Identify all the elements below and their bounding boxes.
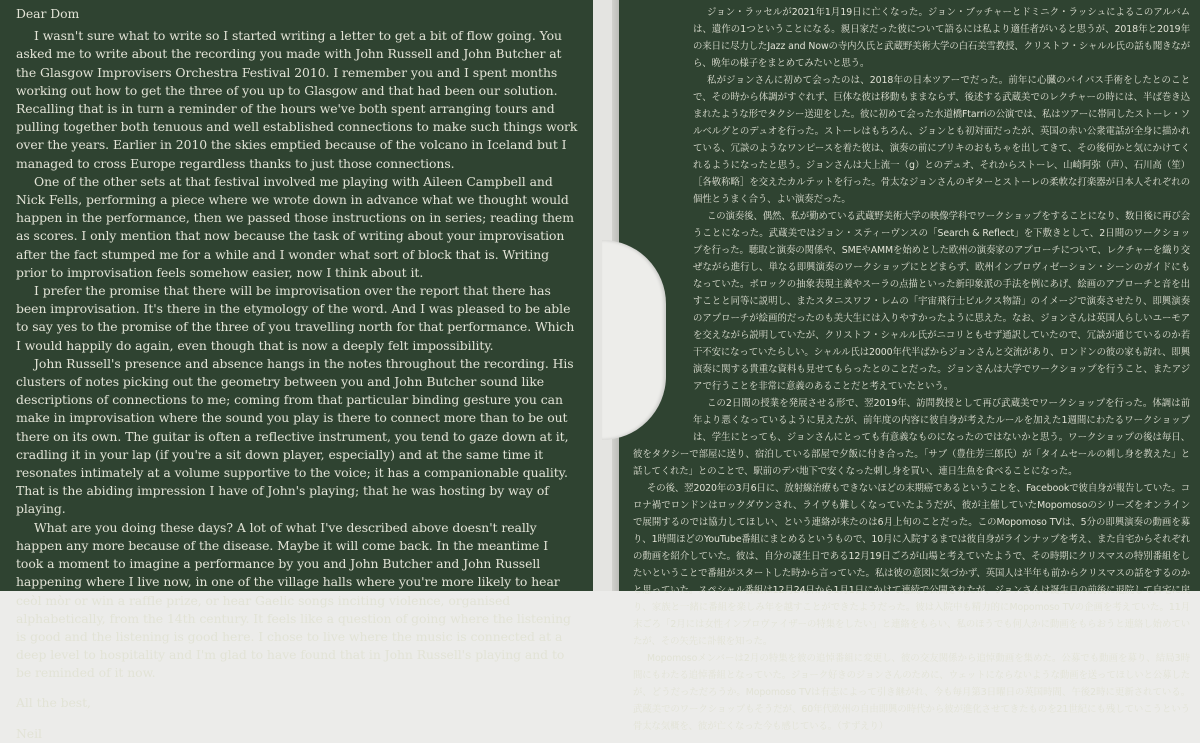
japanese-essay-panel [619, 0, 1200, 732]
letter-paragraph: I prefer the promise that there will be improvisation over the report that there has been improvisation. It's there in the etymology of the word. And I was pleased to be able to say yes to the promise of the three of you travelling north for that performance. Which I would happily do again, even though that is now a deeply felt impossibility. [16, 283, 575, 353]
essay-paragraph: その後、翌2020年の3月6日に、放射線治療もできないほどの末期癌であるということを、Facebookで彼自身が報告していた。コロナ禍でロンドンはロックダウンされ、ライヴも難しくなっていたようだが、彼が主催していたMopomosoのシリーズをオンラインで展開するのでは協力してほしい、という連絡が来たのは6月上旬のことだった。このMopomoso TVは、5分の即興演奏の動画を募り、1時間ほどのYouTube番組にまとめるというもので、10月に入院するまでは彼自身がラインナップを考え、また自宅からそれぞれの動画を紹介していた。彼は、自分の誕生日である12月19日ごろが山場と考えていたようで、その時期にクリスマスの特別番組をしたいということで番組がスタートした時から言っていた。私は彼の意図に気づかず、英国人は半年も前からクリスマスの話をするのかと思っていた。スペシャル番組は12月24日から1月1日にかけて連続で公開されたが、ジョンさんは誕生日の前後に退院して自宅に戻り、家族と一緒に番組を楽しみ年を越すことができたようだった。彼は入院中も精力的にMopomoso TVの企画を考えていた。11月末ごろ「2月には女性インプロヴァイザーの特集をしたい」と連絡をもらい、私のほうでも何人かに動画をもらおうと連絡し始めていたが、その矢先に訃報を知った。 [633, 483, 1190, 647]
english-letter-panel [0, 0, 593, 741]
letter-signature: Neil [16, 725, 42, 741]
essay-paragraph: ジョン・ラッセルが2021年1月19日に亡くなった。ジョン・ブッチャーとドミニク・ラッシュによるこのアルバムは、遺作の1つということになる。親日家だった彼について語るには私より適任者がいると思うが、2018年と2019年の来日に尽力したJazz and Nowの寺内久氏と武蔵野美術大学の白石美雪教授、クリストフ・シャルル氏の話も聞きながら、晩年の様子をまとめてみたいと思う。 [693, 7, 1190, 69]
letter-paragraph: I wasn't sure what to write so I started writing a letter to get a bit of flow going. You asked me to write about the recording you made with John Russell and John Butcher at the Glasgow Improvisers Orchestra Festival 2010. I remember you and I spent months working out how to get the three of you up to Glasgow and that had been our solution. Recalling that is in turn a reminder of the hours we've both spent arranging tours and pulling together both tenuous and well established connections to make such things work over the years. Earlier in 2010 the skies emptied because of the volcano in Iceland but I managed to cross Europe regardless thanks to just those connections. [16, 28, 578, 171]
letter-paragraph: One of the other sets at that festival involved me playing with Aileen Campbell and Nick Fells, performing a piece where we wrote down in advance what we thought would happen in the performance, then we passed those instructions on in series; reading them as scores. I only mention that now because the task of writing about your improvisation after the fact stumped me for a while and I wonder what sort of block that is. Writing prior to improvisation feels somehow easier, now I think about it. [16, 173, 574, 280]
essay-paragraph: この2日間の授業を発展させる形で、翌2019年、訪問教授として再び武蔵美でワークショップを行った。体調は前年より悪くなっているように見えたが、前年度の内容に彼自身が考えたルールを加えた1週間にわたるワークショップは、学生にとっても、ジョンさんにとっても有意義なものになったのではないかと思う。ワークショップの後は毎日、彼をタクシーで部屋に送り、宿泊している部屋で夕飯に付き合った。「サブ（豊住芳三郎氏）が「タイムセールの刺し身を教えた」と話してくれた」とのことで、駅前のデパ地下で安くなった刺し身を買い、連日生魚を食べることになった。 [633, 398, 1190, 477]
essay-paragraph: 私がジョンさんに初めて会ったのは、2018年の日本ツアーでだった。前年に心臓のバイパス手術をしたとのことで、その時から体調がすぐれず、巨体な彼は移動もままならず、後述する武蔵美でのレクチャーの時には、半ば巻き込まれたような形でタクシー送迎をした。彼に初めて会った水道橋Ftarriの公演では、私はツアーに帯同したストーレ・ソルベルグとのデュオを行った。ストーレはもちろん、ジョンとも初対面だったが、英国の赤い公衆電話が全身に描かれている、冗談のようなワンピースを着た彼は、演奏の前にブリキのおもちゃを出してきて、その後何かと気にかけてくれるようになったと思う。ジョンさんは大上流一（g）とのデュオ、それからストーレ、山崎阿弥（声）、石川高（笙）［各敬称略］を交えたカルテットを行った。骨太なジョンさんのギターとストーレの柔軟な打楽器が日本人それぞれの個性とうまく合う、よい演奏だった。 [693, 75, 1190, 205]
letter-closing: All the best, [16, 694, 91, 710]
letter-paragraph: What are you doing these days? A lot of what I've described above doesn't really happen any more because of the disease. Maybe it will come back. In the meantime I took a moment to imagine a performance by you and John Butcher and John Russell happening where I live now, in one of the village halls where you're more likely to hear ceòl mòr or win a raffle prize, or hear Gaelic songs inciting violence, organised alphabetically, from the 14th century. It feels like a question of going where the listening is good and the listening is good here. I chose to live where the music is connected at a deep level to hospitality and I'm glad to have found that in John Russell's playing and to be reminded of it now. [16, 519, 571, 681]
letter-paragraph: John Russell's presence and absence hangs in the notes throughout the recording. His clusters of notes picking out the geometry between you and John Butcher sound like descriptions of connections to me; coming from that particular binding gesture you can make in improvisation where the sound you play is there to connect more than to be out there on its own. The guitar is often a reflective instrument, you tend to gaze down at it, cradling it in your lap (if you're a sit down player, especially) and at the same time it resonates intimately at a volume supportive to the voice; it has a companionable quality. That is the abiding impression I have of John's playing; that he was hosting by way of playing. [16, 355, 574, 517]
essay-paragraph: この演奏後、偶然、私が勤めている武蔵野美術大学の映像学科でワークショップをすることになり、数日後に再び会うことになった。武蔵美ではジョン・スティーヴンスの「Search & Reflect」を下敷きとして、2日間のワークショップを行った。聴取と演奏の関係や、SMEやAMMを始めとした欧州の演奏家のアプローチについて、レクチャーを織り交ぜながら進行し、単なる即興演奏のワークショップにとどまらず、欧州インプロヴィゼーション・シーンのガイドにもなっていた。ボロックの抽象表現主義やスーラの点描といった新印象派の手法を例にあげ、絵画のアプローチと音を出すことと同等に説明し、またスタニスワフ・レムの「宇宙飛行士ピルクス物語」のイメージで演奏させたり、即興演奏のアプローチが絵画的だったのも美大生には入りやすかったように思えた。なお、ジョンさんは英国人らしいユーモアを交えながら説明していたが、クリストフ・シャルル氏がニコリともせず通訳していたので、冗談が通じているのか若干不安になっていたらしい。シャルル氏は2000年代半ばからジョンさんと交流があり、ロンドンの彼の家も訪れ、即興演奏に関する貴重な資料も見せてもらったとのことだった。ジョンさんは大学でワークショップを行うこと、またアジアで行うことを非常に意義のあることだと考えていたという。 [693, 211, 1190, 392]
essay-paragraph: Mopomosoメンバーは2月の特集を彼の追悼番組に変更し、彼の交友関係から追悼動画を集めた。公募でも動画を募り、結局3時間にもわたる追悼番組となっていた。ジョーク好きのジョンさんのために、ウェットにならないような動画を送ってほしいと公募したが、どうだっただろうか。Mopomoso TVは有志によって引き継がれ、今も毎月第3日曜日の英国時間、午後2時に更新されている。武蔵美でのワークショップもそうだが、60年代欧州の自由即興の時代から彼が進化させてきたものを21世紀にも残していこうという骨太な気概を、彼が亡くなった今も感じている。（すずえり） [633, 653, 1190, 732]
letter-salutation: Dear Dom [16, 6, 80, 21]
